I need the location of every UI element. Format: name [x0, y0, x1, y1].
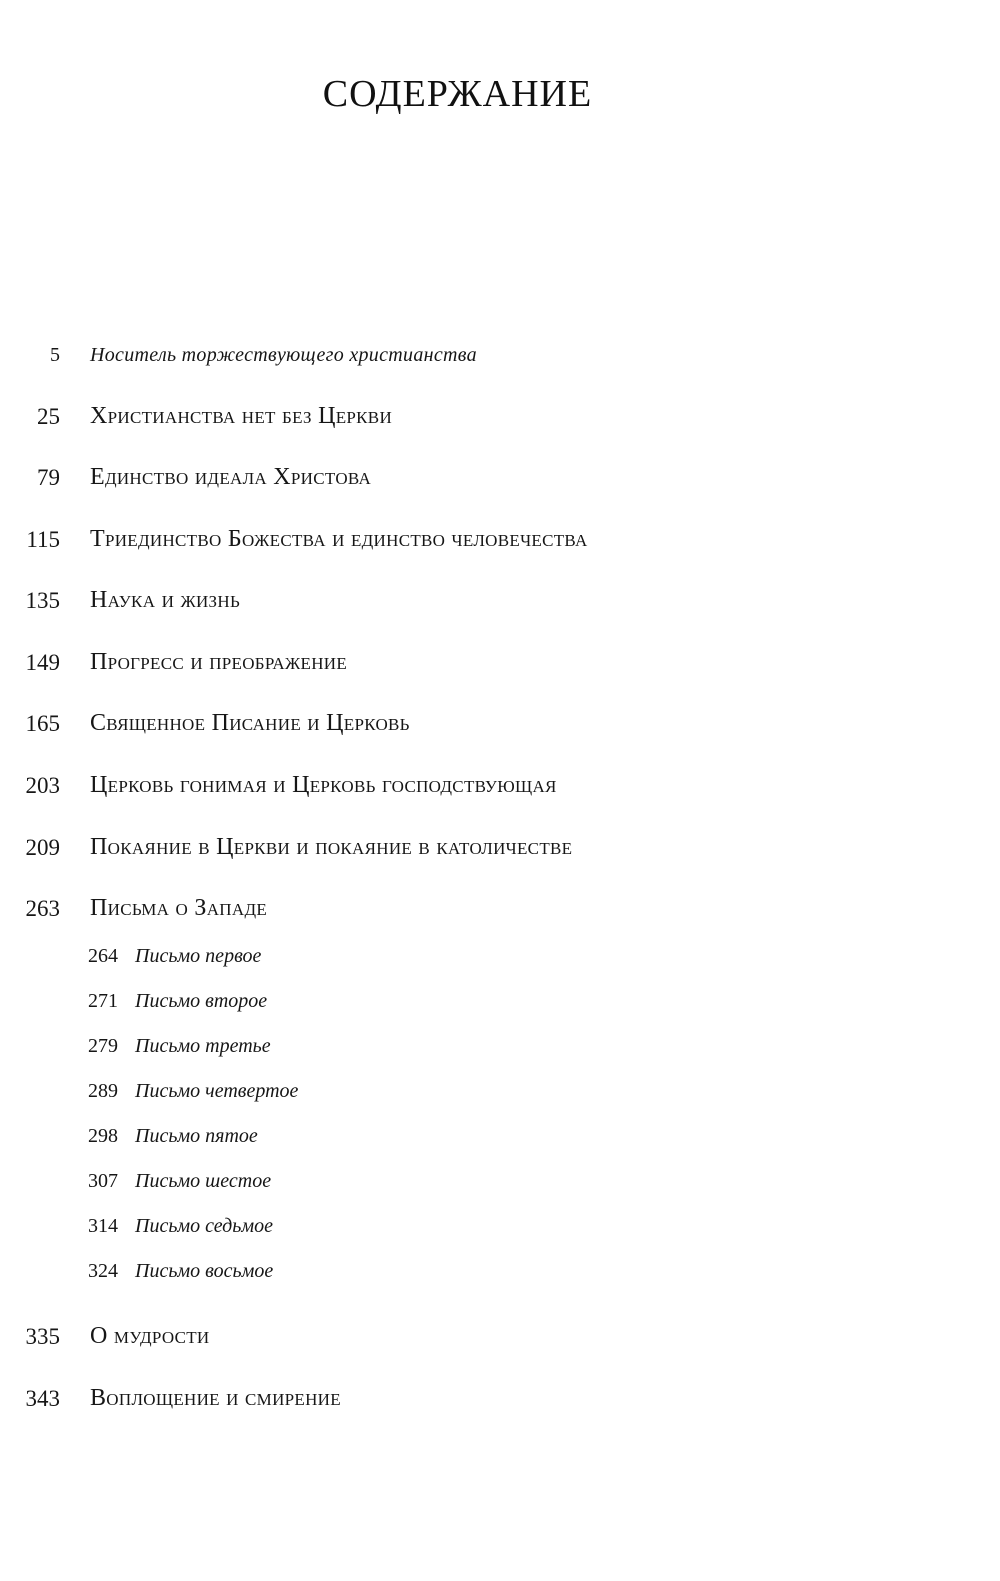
entry-title: Наука и жизнь [90, 587, 241, 613]
toc-subentry[interactable] [0, 1163, 1000, 1197]
toc-entry[interactable] [0, 333, 1000, 373]
toc-subentry[interactable] [0, 1118, 1000, 1152]
page-number: 165 [25, 711, 60, 736]
page-number: 271 [88, 990, 118, 1012]
page-number: 307 [88, 1170, 118, 1192]
toc-entry[interactable] [0, 642, 1000, 682]
entry-title: Священное Писание и Церковь [90, 710, 410, 736]
page-number: 209 [25, 835, 60, 860]
page-number: 314 [88, 1215, 118, 1237]
toc-subentry[interactable] [0, 1028, 1000, 1062]
page-number: 343 [25, 1386, 60, 1411]
page-number: 298 [88, 1125, 118, 1147]
toc-entry[interactable] [0, 457, 1000, 497]
page-number: 279 [88, 1035, 118, 1057]
toc-entry[interactable] [0, 580, 1000, 620]
toc-entry[interactable] [0, 765, 1000, 805]
toc-entry[interactable] [0, 1378, 1000, 1418]
subentry-title: Письмо пятое [135, 1125, 258, 1147]
subentry-title: Письмо восьмое [135, 1260, 274, 1282]
page-number: 25 [37, 404, 60, 429]
page-number: 264 [88, 945, 118, 967]
toc-subentry[interactable] [0, 1253, 1000, 1287]
entry-title: Носитель торжествующего христианства [90, 344, 477, 366]
page-number: 115 [26, 527, 60, 552]
entry-title: Триединство Божества и единство человечества [90, 526, 588, 552]
entry-title: Покаяние в Церкви и покаяние в католичестве [90, 834, 573, 860]
toc-entry[interactable] [0, 519, 1000, 559]
page-number: 289 [88, 1080, 118, 1102]
entry-title: Христианства нет без Церкви [90, 403, 393, 429]
page-title: СОДЕРЖАНИЕ [322, 73, 593, 115]
page-number: 203 [25, 773, 60, 798]
subentry-title: Письмо третье [135, 1035, 271, 1057]
entry-title: Церковь гонимая и Церковь господствующая [90, 772, 557, 798]
page-number: 5 [50, 344, 60, 366]
entry-title: Воплощение и смирение [90, 1385, 341, 1411]
toc-subentry[interactable] [0, 1208, 1000, 1242]
subentry-title: Письмо первое [135, 945, 262, 967]
page-number: 324 [88, 1260, 118, 1282]
entry-title: Прогресс и преображение [90, 649, 348, 675]
subentry-title: Письмо шестое [135, 1170, 272, 1192]
page-number: 135 [25, 588, 60, 613]
subentry-title: Письмо седьмое [135, 1215, 274, 1237]
subentry-title: Письмо четвертое [135, 1080, 299, 1102]
toc-subentry[interactable] [0, 983, 1000, 1017]
entry-title: Единство идеала Христова [90, 464, 372, 490]
page-number: 335 [25, 1324, 60, 1349]
toc-subentry[interactable] [0, 938, 1000, 972]
toc-entry[interactable] [0, 888, 1000, 928]
subentry-title: Письмо второе [135, 990, 268, 1012]
toc-entry[interactable] [0, 827, 1000, 867]
toc-entry[interactable] [0, 396, 1000, 436]
page-number: 263 [25, 896, 60, 921]
entry-title: О мудрости [90, 1323, 210, 1349]
entry-title: Письма о Западе [90, 895, 268, 921]
toc-entry[interactable] [0, 1316, 1000, 1356]
toc-subentry[interactable] [0, 1073, 1000, 1107]
page-number: 79 [37, 465, 60, 490]
toc-entry[interactable] [0, 703, 1000, 743]
page-number: 149 [25, 650, 60, 675]
